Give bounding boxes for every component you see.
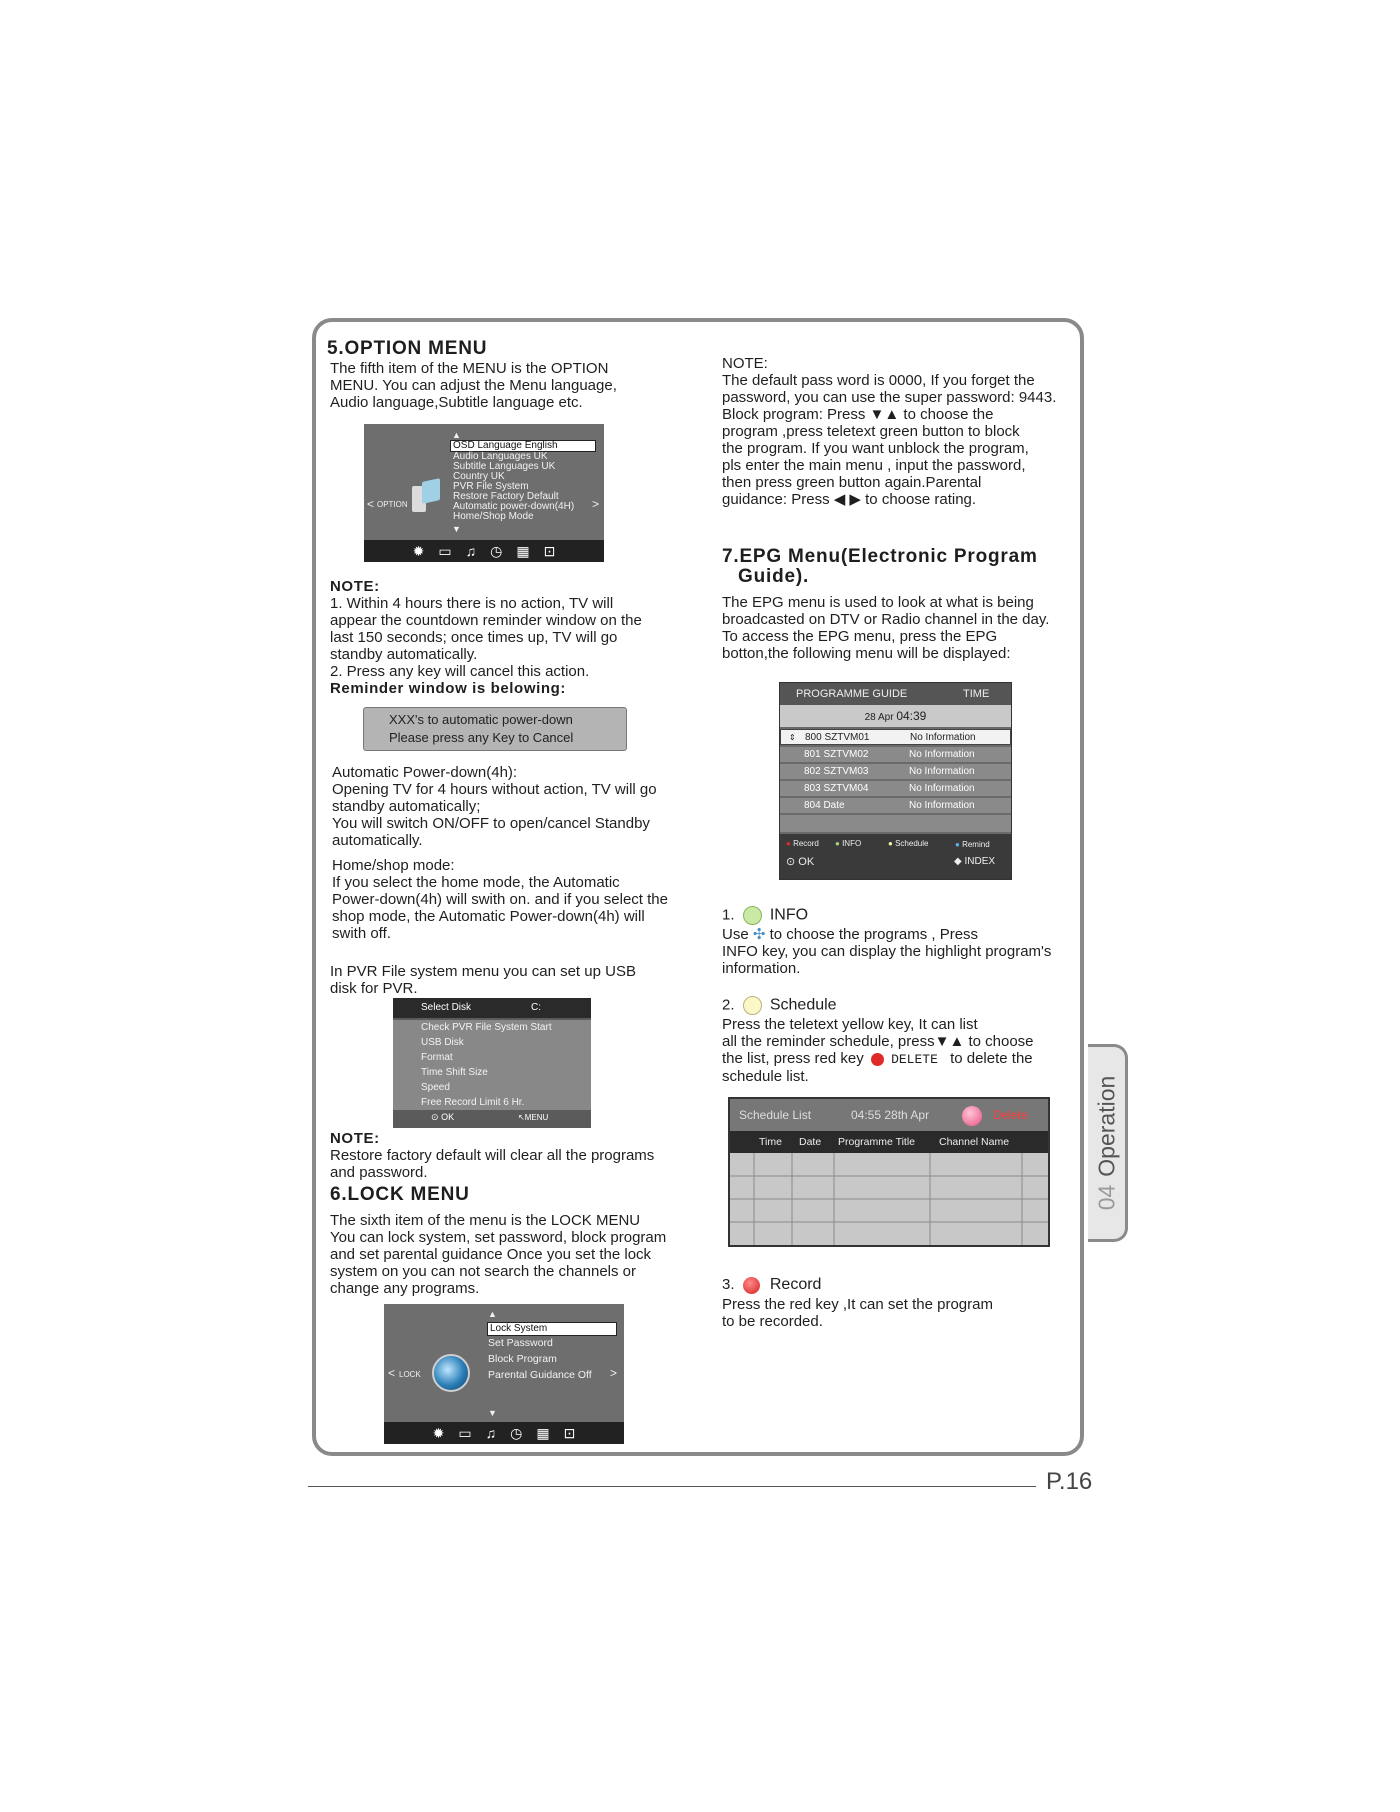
menu-item-osd-language[interactable]: OSD Language English: [450, 440, 596, 452]
menu-hint: [518, 1113, 548, 1122]
text-line: program ,press teletext green button to block: [722, 423, 1020, 440]
epg-row[interactable]: [780, 747, 1011, 762]
epg-menu-title-cont: Guide).: [738, 566, 810, 587]
diamond-icon: ◆: [954, 856, 962, 867]
schedule-list-time: 04:55 28th Apr: [851, 1108, 930, 1122]
text-line: Automatic Power-down(4h):: [332, 764, 518, 781]
epg-intro: [722, 594, 1082, 662]
lock-menu-title: 6.LOCK MENU: [330, 1184, 470, 1205]
item-number: 2.: [722, 996, 735, 1014]
text-line: Power-down(4h) will swith on. and if you select the: [332, 891, 668, 908]
menu-icon: ↖: [518, 1113, 525, 1122]
option-icon[interactable]: ▦: [536, 1424, 550, 1441]
text-line: standby automatically.: [330, 646, 478, 663]
down-arrow-icon: ▼: [452, 524, 461, 534]
select-disk-row[interactable]: [393, 998, 591, 1018]
menu-item-restore-factory[interactable]: Restore Factory Default: [453, 491, 559, 502]
text-line: The default pass word is 0000, If you forget the: [722, 372, 1035, 389]
epg-row-selected[interactable]: [780, 729, 1011, 745]
menu-item-subtitle-language[interactable]: Subtitle Languages UK: [453, 461, 556, 472]
menu-item-block-program[interactable]: Block Program: [488, 1353, 557, 1365]
text-line: Restore factory default will clear all the programs: [330, 1147, 655, 1164]
option-intro: [330, 360, 680, 411]
info-heading: [722, 906, 808, 925]
green-button-icon: [743, 906, 762, 925]
record-legend[interactable]: [786, 839, 819, 848]
option-side-label: OPTION: [377, 500, 408, 509]
green-dot-icon: ●: [835, 839, 840, 848]
pvr-row[interactable]: Time Shift Size: [393, 1065, 591, 1082]
note-body: [330, 1147, 710, 1181]
select-disk-label: Select Disk: [421, 1002, 472, 1013]
text-line: broadcasted on DTV or Radio channel in the day.: [722, 611, 1050, 628]
delete-label[interactable]: Delete: [993, 1108, 1028, 1122]
pvr-row[interactable]: Format: [393, 1050, 591, 1067]
record-label: Record: [769, 1276, 822, 1293]
info-legend[interactable]: [835, 839, 861, 848]
text-line: INFO key, you can display the highlight program's: [722, 943, 1052, 960]
reminder-line: Please press any Key to Cancel: [389, 730, 574, 745]
ok-hint: [431, 1112, 454, 1123]
text-line: 1. Within 4 hours there is no action, TV will: [330, 595, 614, 612]
menu-item-audio-language[interactable]: Audio Languages UK: [453, 451, 548, 462]
schedule-list-screen: [728, 1097, 1050, 1247]
remind-legend[interactable]: [955, 840, 990, 849]
text-line: MENU. You can adjust the Menu language,: [330, 377, 617, 394]
pvr-file-system-screen: [393, 998, 591, 1128]
text-line: You will switch ON/OFF to open/cancel Standby: [332, 815, 650, 832]
option-graphic-icon: [422, 478, 440, 504]
text-fragment: Use: [722, 926, 749, 943]
schedule-list-title: Schedule List: [739, 1108, 812, 1122]
schedule-legend[interactable]: [888, 839, 928, 848]
text-line: Press the teletext yellow key, It can list: [722, 1016, 978, 1033]
left-arrow-icon[interactable]: <: [367, 497, 375, 511]
note-body: [330, 595, 700, 680]
epg-menu-title: 7.EPG Menu(Electronic Program: [722, 546, 1038, 567]
text-line: the program. If you want unblock the program,: [722, 440, 1029, 457]
epg-legend: [780, 834, 1011, 879]
text-line: Audio language,Subtitle language etc.: [330, 394, 583, 411]
epg-info: No Information: [910, 732, 976, 743]
lock-dial-icon: [432, 1354, 470, 1392]
text-line: standby automatically;: [332, 798, 481, 815]
ok-label: OK: [798, 856, 815, 868]
text-line: The sixth item of the menu is the LOCK MENU: [330, 1212, 641, 1229]
up-arrow-icon: ▲: [452, 430, 461, 440]
legend-label: INFO: [842, 839, 862, 848]
epg-info: No Information: [909, 749, 975, 760]
menu-item-country[interactable]: Country UK: [453, 471, 505, 482]
record-heading: [722, 1276, 821, 1294]
auto-power-down-text: [332, 764, 702, 849]
epg-channel: 802 SZTVM03: [804, 766, 869, 777]
ok-label: OK: [441, 1112, 455, 1122]
menu-item-auto-power-down[interactable]: Automatic power-down(4H): [453, 501, 575, 512]
column-header-time: Time: [759, 1136, 782, 1148]
legend-label: Record: [793, 839, 819, 848]
text-line: change any programs.: [330, 1280, 480, 1297]
text-line: system on you can not search the channels or: [330, 1263, 637, 1280]
schedule-label: Schedule: [769, 996, 837, 1014]
text-line: guidance: Press ◀ ▶ to choose rating.: [722, 491, 977, 508]
reminder-heading: Reminder window is belowing:: [330, 680, 566, 697]
epg-info: No Information: [909, 766, 975, 777]
epg-row[interactable]: [780, 781, 1011, 796]
epg-info: No Information: [909, 800, 975, 811]
home-shop-text: [332, 857, 707, 942]
text-line: shop mode, the Automatic Power-down(4h) will: [332, 908, 645, 925]
text-line: Press the red key ,It can set the program: [722, 1296, 993, 1313]
info-text: [722, 926, 1082, 977]
pvr-row[interactable]: Check PVR File System Start: [393, 1020, 591, 1037]
schedule-text: [722, 1016, 1082, 1085]
text-line: password, you can use the super password: 9443.: [722, 389, 1057, 406]
red-button-icon: [871, 1053, 884, 1066]
ok-icon: ⊙: [786, 856, 796, 868]
text-line: then press green button again.Parental: [722, 474, 982, 491]
text-line: all the reminder schedule, press▼▲ to choose: [722, 1033, 1034, 1050]
tab-number: 04: [1093, 1184, 1119, 1211]
lock-intro: [330, 1212, 710, 1297]
schedule-grid: [730, 1153, 1048, 1245]
text-line: botton,the following menu will be displayed:: [722, 645, 1011, 662]
epg-info: No Information: [909, 783, 975, 794]
text-line: If you select the home mode, the Automatic: [332, 874, 620, 891]
settings-icon[interactable]: ✹: [432, 1424, 445, 1441]
section-tab: [1088, 1044, 1128, 1242]
epg-header: [780, 683, 1011, 705]
legend-label: Schedule: [895, 839, 929, 848]
epg-channel: 800 SZTVM01: [805, 732, 870, 743]
column-header-title: Programme Title: [838, 1136, 916, 1148]
text-line: Opening TV for 4 hours without action, TV will go: [332, 781, 657, 798]
text-line: schedule list.: [722, 1068, 809, 1085]
reminder-window: [363, 707, 627, 751]
text-line: The fifth item of the MENU is the OPTION: [330, 360, 609, 377]
lock-menu-screen: [384, 1304, 624, 1444]
ok-icon: ⊙: [431, 1112, 439, 1122]
epg-channel: 804 Date: [804, 800, 845, 811]
reminder-line: XXX's to automatic power-down: [389, 712, 573, 727]
down-arrow-icon: ▼: [488, 1408, 497, 1418]
delete-button-icon[interactable]: [962, 1106, 982, 1126]
item-number: 3.: [722, 1276, 735, 1293]
text-line: last 150 seconds; once times up, TV will go: [330, 629, 618, 646]
index-hint: [954, 856, 995, 867]
right-arrow-icon[interactable]: >: [592, 497, 600, 511]
epg-date-time: [780, 705, 1011, 727]
picture-icon[interactable]: ▭: [438, 542, 452, 559]
right-arrow-icon[interactable]: >: [610, 1366, 618, 1380]
info-label: INFO: [769, 906, 809, 924]
programme-guide-screen: [779, 682, 1012, 880]
blue-dot-icon: ●: [955, 840, 960, 849]
item-number: 1.: [722, 906, 735, 924]
page-number: P.16: [1046, 1468, 1093, 1495]
text-line: automatically.: [332, 832, 423, 849]
text-line: pls enter the main menu , input the password,: [722, 457, 1026, 474]
text-line: information.: [722, 960, 801, 977]
menu-label: MENU: [524, 1113, 549, 1122]
text-line: disk for PVR.: [330, 980, 418, 997]
epg-channel: 801 SZTVM02: [804, 749, 869, 760]
pvr-row[interactable]: Free Record Limit 6 Hr.: [393, 1095, 591, 1112]
up-down-arrow-icon: ⇕: [789, 733, 796, 742]
option-menu-screen: [364, 424, 604, 562]
up-arrow-icon: ▲: [488, 1309, 497, 1319]
lock-icon[interactable]: ⊡: [563, 1424, 576, 1441]
epg-row[interactable]: [780, 798, 1011, 813]
text-line: and set parental guidance Once you set the lock: [330, 1246, 652, 1263]
footer-rule: [308, 1486, 1036, 1487]
delete-key-label: DELETE: [891, 1052, 938, 1067]
option-menu-title: 5.OPTION MENU: [327, 338, 488, 359]
text-fragment: to delete the: [950, 1050, 1033, 1067]
text-line: 2. Press any key will cancel this action.: [330, 663, 590, 680]
red-dot-icon: ●: [786, 839, 791, 848]
legend-label: Remind: [962, 840, 990, 849]
epg-row[interactable]: [780, 764, 1011, 779]
text-line: The EPG menu is used to look at what is being: [722, 594, 1034, 611]
epg-header-title: PROGRAMME GUIDE: [796, 688, 908, 700]
text-line: You can lock system, set password, block program: [330, 1229, 667, 1246]
yellow-button-icon: [743, 996, 762, 1015]
yellow-dot-icon: ●: [888, 839, 893, 848]
text-line: appear the countdown reminder window on the: [330, 612, 642, 629]
schedule-list-columns: [730, 1131, 1048, 1153]
lock-side-label: LOCK: [399, 1370, 421, 1379]
settings-icon[interactable]: ✹: [412, 542, 425, 559]
clock-icon[interactable]: ◷: [490, 542, 503, 559]
text-line: To access the EPG menu, press the EPG: [722, 628, 998, 645]
lock-icon[interactable]: ⊡: [543, 542, 556, 559]
text-fragment: the list, press red key: [722, 1050, 864, 1067]
picture-icon[interactable]: ▭: [458, 1424, 472, 1441]
record-text: [722, 1296, 1082, 1330]
option-icon[interactable]: ▦: [516, 542, 530, 559]
menu-item-parental-guidance[interactable]: Parental Guidance Off: [488, 1369, 592, 1381]
pvr-row[interactable]: USB Disk: [393, 1035, 591, 1052]
index-label: INDEX: [964, 856, 996, 867]
text-fragment: to choose the programs , Press: [769, 926, 979, 943]
text-line: In PVR File system menu you can set up USB: [330, 963, 636, 980]
note-heading: NOTE:: [330, 1130, 380, 1147]
epg-date: 28 Apr: [864, 712, 894, 723]
epg-header-time-label: TIME: [963, 688, 990, 700]
tab-label: Operation: [1093, 1075, 1119, 1177]
pvr-text: [330, 963, 700, 997]
text-line: swith off.: [332, 925, 391, 942]
menu-item-home-shop-mode[interactable]: Home/Shop Mode: [453, 511, 534, 522]
epg-time: 04:39: [896, 709, 927, 723]
menu-item-set-password[interactable]: Set Password: [488, 1337, 553, 1349]
menu-item-pvr-file-system[interactable]: PVR File System: [453, 481, 529, 492]
red-button-icon: [743, 1277, 760, 1294]
text-line: Home/shop mode:: [332, 857, 455, 874]
note-heading: NOTE:: [722, 355, 768, 372]
menu-icon-bar: [364, 540, 604, 562]
menu-item-lock-system[interactable]: Lock System: [487, 1322, 617, 1336]
column-header-channel: Channel Name: [939, 1136, 1010, 1148]
navigation-keys-icon: ✣: [752, 926, 766, 943]
text-line: to be recorded.: [722, 1313, 823, 1330]
epg-empty-row: [780, 815, 1011, 832]
ok-hint: [786, 855, 814, 868]
select-disk-value: C:: [531, 1002, 541, 1013]
pvr-row[interactable]: Speed: [393, 1080, 591, 1097]
schedule-heading: [722, 996, 837, 1015]
column-header-date: Date: [799, 1136, 822, 1148]
sound-icon[interactable]: ♫: [465, 543, 477, 559]
menu-icon-bar: [384, 1422, 624, 1444]
text-line: Block program: Press ▼▲ to choose the: [722, 406, 994, 423]
lock-note: [722, 355, 1082, 508]
note-heading: NOTE:: [330, 578, 380, 595]
clock-icon[interactable]: ◷: [510, 1424, 523, 1441]
schedule-list-header: [730, 1099, 1048, 1131]
sound-icon[interactable]: ♫: [485, 1425, 497, 1441]
text-line: and password.: [330, 1164, 428, 1181]
left-arrow-icon[interactable]: <: [388, 1366, 396, 1380]
epg-channel: 803 SZTVM04: [804, 783, 869, 794]
